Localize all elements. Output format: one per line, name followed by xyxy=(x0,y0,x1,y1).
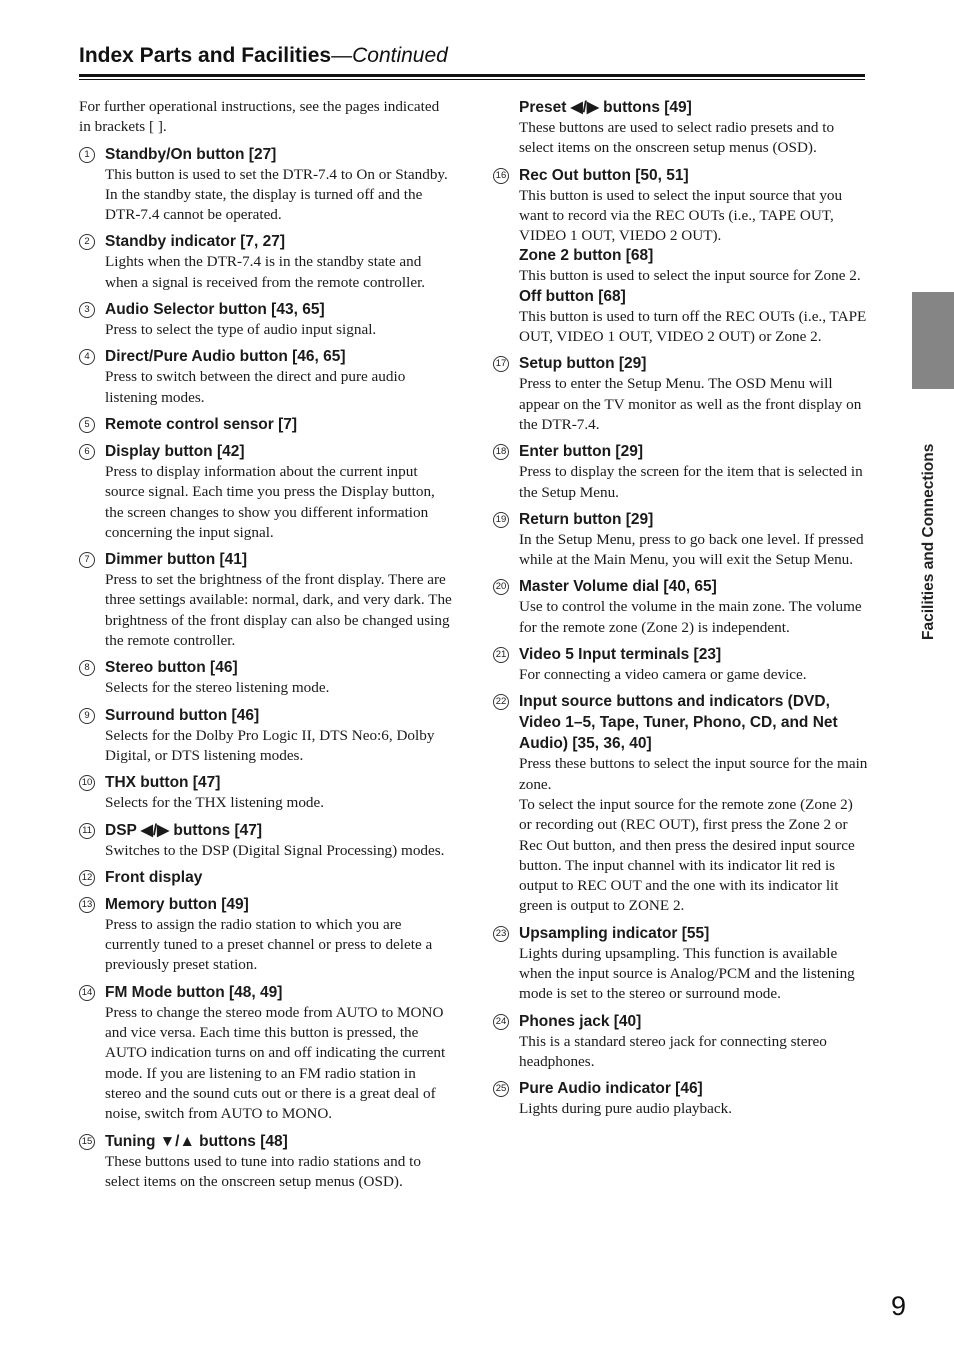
item-title xyxy=(493,923,868,944)
item-description: Lights during upsampling. This function is available when the input source is Analog/PCM and the listening mode is set to the stereo or surround mode. xyxy=(519,944,855,1003)
left-item-list xyxy=(79,144,454,1193)
item-title xyxy=(79,414,454,435)
item-title-text: DSP ◀/▶ buttons [47] xyxy=(105,821,263,839)
item-number-badge: 19 xyxy=(493,512,509,528)
item-description: Press to set the brightness of the front display. There are three settings available: normal, dark, and very dark. The brightness of the front display can also be changed using the remote controller. xyxy=(105,571,452,650)
item-title-text: Zone 2 button [68] xyxy=(519,247,654,265)
item-description: Selects for the stereo listening mode. xyxy=(105,679,330,697)
item-number-badge: 11 xyxy=(79,823,95,839)
item-number-badge: 6 xyxy=(79,444,95,460)
item-number-badge: 18 xyxy=(493,444,509,460)
item-title xyxy=(79,144,454,165)
item-number-badge: 22 xyxy=(493,694,509,710)
item-title xyxy=(493,441,868,462)
item-description: Selects for the THX listening mode. xyxy=(105,794,325,812)
item-title-text: Return button [29] xyxy=(519,510,654,528)
list-item xyxy=(79,231,454,293)
item-number-badge: 8 xyxy=(79,660,95,676)
item-title-text: Rec Out button [50, 51] xyxy=(519,166,689,184)
list-item xyxy=(79,414,454,435)
header-title: Index Parts and Facilities xyxy=(79,44,332,67)
item-description: Press to change the stereo mode from AUTO to MONO and vice versa. Each time this button is pressed, the AUTO indication turns on and off indicating the current mode. If you are listening to an FM radio station in stereo and the sound cuts out or there is a great deal of noise, switch from AUTO to MONO. xyxy=(105,1003,446,1123)
item-title xyxy=(493,353,868,374)
item-title xyxy=(493,1078,868,1099)
list-item xyxy=(493,923,868,1005)
page-number: 9 xyxy=(891,1291,907,1321)
list-item xyxy=(79,441,454,543)
item-title xyxy=(79,867,454,888)
item-number-badge: 5 xyxy=(79,417,95,433)
item-title xyxy=(493,97,868,118)
item-description: These buttons used to tune into radio stations and to select items on the onscreen setup menus (OSD). xyxy=(105,1152,421,1190)
header-rule-thin xyxy=(79,79,865,80)
item-number-badge: 1 xyxy=(79,147,95,163)
item-title xyxy=(493,509,868,530)
list-item xyxy=(79,894,454,976)
item-title-text: Input source buttons and indicators (DVD, Video 1–5, Tape, Tuner, Phono, CD, and Net Audio) [35, 36, 40] xyxy=(519,693,838,753)
item-title xyxy=(79,657,454,678)
item-title-text: Enter button [29] xyxy=(519,443,643,461)
list-item xyxy=(493,441,868,503)
item-title-text: Phones jack [40] xyxy=(519,1012,642,1030)
list-item xyxy=(79,867,454,888)
item-description: This button is used to set the DTR-7.4 to On or Standby. In the standby state, the display is turned off and the DTR-7.4 cannot be operated. xyxy=(105,165,448,224)
list-item xyxy=(493,644,868,685)
item-title-text: Memory button [49] xyxy=(105,895,249,913)
list-item xyxy=(493,691,868,916)
header-continued: —Continued xyxy=(331,44,448,67)
item-title xyxy=(493,576,868,597)
item-number-badge: 17 xyxy=(493,356,509,372)
item-title-text: Off button [68] xyxy=(519,287,626,305)
item-title-text: Video 5 Input terminals [23] xyxy=(519,646,722,664)
list-item xyxy=(493,1078,868,1119)
list-item xyxy=(493,165,868,247)
item-number-badge: 15 xyxy=(79,1134,95,1150)
list-item xyxy=(493,97,868,159)
item-number-badge: 24 xyxy=(493,1014,509,1030)
item-title xyxy=(79,820,454,841)
item-description: Press to display the screen for the item that is selected in the Setup Menu. xyxy=(519,463,863,501)
item-title xyxy=(79,772,454,793)
item-description: Press to display information about the current input source signal. Each time you press the Display button, the screen changes to show you different information concerning the input signal. xyxy=(105,462,435,541)
item-title-text: Master Volume dial [40, 65] xyxy=(519,578,717,596)
item-title-text: Stereo button [46] xyxy=(105,659,238,677)
item-title-text: Audio Selector button [43, 65] xyxy=(105,301,325,319)
item-description: Press these buttons to select the input source for the main zone. To select the input source for the remote zone (Zone 2) or recording out (REC OUT), first press the Zone 2 or Rec Out button, and then press the desired input source button. The input channel with its indicator lit red is output to REC OUT and the one with its indicator lit green is output to ZONE 2. xyxy=(519,755,868,915)
item-description: Selects for the Dolby Pro Logic II, DTS Neo:6, Dolby Digital, or DTS listening modes. xyxy=(105,726,435,764)
item-title-text: Remote control sensor [7] xyxy=(105,415,298,433)
item-number-badge: 2 xyxy=(79,234,95,250)
item-title xyxy=(493,165,868,186)
item-title xyxy=(79,231,454,252)
item-description: This button is used to turn off the REC OUTs (i.e., TAPE OUT, VIDEO 1 OUT, VIDEO 2 OUT) or Zone 2. xyxy=(519,307,867,346)
list-item xyxy=(493,246,868,286)
item-title-text: Pure Audio indicator [46] xyxy=(519,1080,703,1098)
item-number-badge: 25 xyxy=(493,1081,509,1097)
item-description: Lights when the DTR-7.4 is in the standby state and when a signal is received from the remote controller. xyxy=(105,253,426,291)
right-column xyxy=(493,97,868,1126)
item-number-badge: 7 xyxy=(79,552,95,568)
list-item xyxy=(79,1131,454,1193)
item-description: Press to select the type of audio input signal. xyxy=(105,321,377,339)
list-item xyxy=(493,287,868,348)
list-item xyxy=(79,820,454,861)
item-number-badge: 13 xyxy=(79,897,95,913)
list-item xyxy=(79,657,454,698)
item-number-badge: 4 xyxy=(79,349,95,365)
item-title-text: Display button [42] xyxy=(105,442,245,460)
item-title-text: Standby/On button [27] xyxy=(105,145,277,163)
item-number-badge: 21 xyxy=(493,647,509,663)
item-title-text: Tuning ▼/▲ buttons [48] xyxy=(105,1132,288,1150)
item-number-badge: 16 xyxy=(493,168,509,184)
item-description: This button is used to select the input source that you want to record via the REC OUTs (i.e., TAPE OUT, VIDEO 1 OUT, VIEDO 2 OUT). xyxy=(519,186,843,245)
list-item xyxy=(493,353,868,435)
item-title-text: Front display xyxy=(105,868,203,886)
left-column xyxy=(79,97,454,1198)
list-item xyxy=(79,549,454,651)
list-item xyxy=(493,509,868,571)
item-title xyxy=(79,441,454,462)
item-title xyxy=(493,246,868,266)
item-number-badge: 3 xyxy=(79,302,95,318)
list-item xyxy=(79,772,454,813)
item-title-text: Preset ◀/▶ buttons [49] xyxy=(519,99,692,116)
item-title-text: Direct/Pure Audio button [46, 65] xyxy=(105,348,346,366)
item-title-text: FM Mode button [48, 49] xyxy=(105,983,283,1001)
list-item xyxy=(79,299,454,340)
item-description: Switches to the DSP (Digital Signal Processing) modes. xyxy=(105,841,445,859)
item-number-badge: 9 xyxy=(79,708,95,724)
item-title xyxy=(79,549,454,570)
item-number-badge: 14 xyxy=(79,985,95,1001)
side-section-label: Facilities and Connections xyxy=(920,443,937,640)
header-rule-thick xyxy=(79,74,865,77)
item-title xyxy=(79,982,454,1003)
item-description: Lights during pure audio playback. xyxy=(519,1100,732,1118)
item-number-badge: 23 xyxy=(493,926,509,942)
item-title xyxy=(493,691,868,754)
list-item xyxy=(79,144,454,226)
item-title-text: THX button [47] xyxy=(105,774,221,792)
item-title-text: Setup button [29] xyxy=(519,355,647,373)
item-title-text: Dimmer button [41] xyxy=(105,551,248,569)
list-item xyxy=(79,346,454,408)
list-item xyxy=(493,576,868,638)
page-header xyxy=(79,44,448,68)
item-description: This is a standard stereo jack for connecting stereo headphones. xyxy=(519,1032,827,1070)
item-title-text: Surround button [46] xyxy=(105,706,260,724)
item-title xyxy=(79,1131,454,1152)
list-item xyxy=(79,982,454,1125)
item-title xyxy=(493,1011,868,1032)
list-item xyxy=(79,705,454,767)
item-description: For connecting a video camera or game device. xyxy=(519,666,807,684)
item-number-badge: 20 xyxy=(493,579,509,595)
item-title xyxy=(493,287,868,307)
item-number-badge: 12 xyxy=(79,870,95,886)
item-description: Press to enter the Setup Menu. The OSD Menu will appear on the TV monitor as well as the front display on the DTR-7.4. xyxy=(519,375,862,433)
item-title xyxy=(79,346,454,367)
item-number-badge: 10 xyxy=(79,775,95,791)
item-title-text: Standby indicator [7, 27] xyxy=(105,233,286,251)
item-description: In the Setup Menu, press to go back one level. If pressed while at the Main Menu, you will exit the Setup Menu. xyxy=(519,530,864,569)
item-title xyxy=(493,644,868,665)
item-description: Press to switch between the direct and pure audio listening modes. xyxy=(105,368,406,406)
item-title xyxy=(79,705,454,726)
item-description: This button is used to select the input source for Zone 2. xyxy=(519,267,861,285)
item-description: These buttons are used to select radio presets and to select items on the onscreen setup menus (OSD). xyxy=(519,119,835,157)
item-title-text: Upsampling indicator [55] xyxy=(519,924,710,942)
item-title xyxy=(79,894,454,915)
item-title xyxy=(79,299,454,320)
list-item xyxy=(493,1011,868,1073)
right-item-list xyxy=(493,97,868,1120)
item-description: Press to assign the radio station to which you are currently tuned to a preset channel or press to delete a previously preset station. xyxy=(105,915,433,974)
item-description: Use to control the volume in the main zone. The volume for the remote zone (Zone 2) is independent. xyxy=(519,598,862,636)
intro-text: For further operational instructions, see the pages indicated in brackets [ ]. xyxy=(79,98,440,136)
section-tab xyxy=(912,292,954,389)
